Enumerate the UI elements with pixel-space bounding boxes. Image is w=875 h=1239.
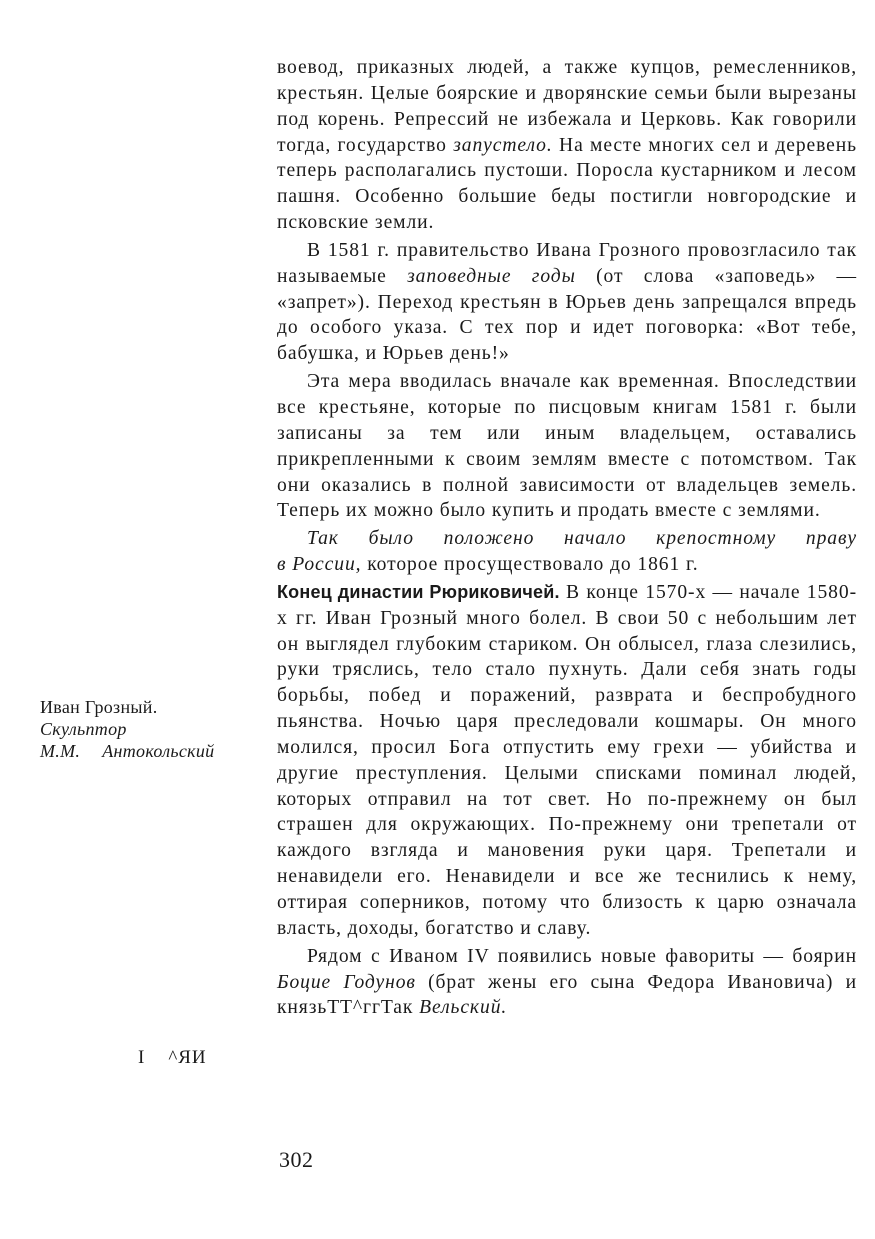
paragraph-6 — [277, 944, 857, 1022]
caption-author-surname: Антокольский — [102, 741, 215, 761]
caption-role: Скульптор — [40, 719, 127, 739]
paragraph-4-line-1: Так было положено начало крепостному праву — [307, 528, 857, 550]
paragraph-6-mid: (брат жены его сына Федора Ивановича) и князьТТ^ггТак — [277, 971, 857, 1019]
figure-caption — [40, 696, 240, 762]
section-heading: Конец династии Рюриковичей. — [277, 581, 560, 602]
paragraph-5 — [277, 580, 857, 942]
paragraph-1 — [277, 55, 857, 236]
italic-name-belsky: Вельский. — [419, 997, 508, 1019]
italic-v-rossii: в России, — [277, 554, 362, 576]
margin-ocr-artifact: I ^ЯИ — [138, 1047, 207, 1068]
caption-title: Иван Грозный. — [40, 697, 158, 717]
main-text-column — [277, 55, 857, 1021]
italic-term-zapovednye-gody: заповедные годы — [407, 265, 576, 287]
paragraph-6-text: Рядом с Иваном IV появились новые фавориты — боярин — [307, 945, 857, 967]
paragraph-3: Эта мера вводилась вначале как временная. Впоследствии все крестьяне, которые по писцовым книгам 1581 г. были записаны за тем или иным владельцем, оставались прикрепленными к своим землям вместе с потомством. Так они оказались в полной зависимости от владельцев земель. Теперь их можно было купить и продать вместе с землями. — [277, 371, 857, 522]
paragraph-5-text: В конце 1570-х — начале 1580-х гг. Иван Грозный много болел. В свои 50 с небольшим лет он выглядел глубоким стариком. Он облысел, глаза слезились, руки тряслись, тело стало пухнуть. Дали себя знать годы борьбы, побед и поражений, разврата и беспробудного пьянства. Ночью царя преследовали кошмары. Он много молился, просил Бога отпустить ему грехи — убийства и другие преступления. Целыми списками поминал людей, которых отправил на тот свет. Но по-прежнему он был страшен для окружающих. По-прежнему они трепетали от каждого взгляда и мановения руки царя. Трепетали и ненавидели его. Ненавидели и все же теснились к нему, оттирая соперников, потому что близость к царю означала власть, доходы, богатство и славу. — [277, 581, 858, 939]
italic-name-godunov: Боцие Годунов — [277, 971, 416, 993]
paragraph-2 — [277, 238, 857, 367]
caption-author — [40, 740, 240, 762]
italic-term-zapustelo: запустело. — [453, 134, 553, 156]
paragraph-4-end: которое просуществовало до 1861 г. — [361, 554, 699, 576]
paragraph-4-line-2 — [277, 552, 857, 578]
page-number: 302 — [279, 1147, 314, 1172]
paragraph-2-end: (от слова «заповедь» — «запрет»). Переход крестьян в Юрьев день запрещался впредь до особого указа. С тех пор и идет поговорка: «Вот тебе, бабушка, и Юрьев день!» — [277, 265, 857, 365]
paragraph-1-text: воевод, приказных людей, а также купцов, ремесленников, крестьян. Целые боярские и дворянские семьи были вырезаны под корень. Репрессий не избежала и Церковь. Как говорили тогда, государство — [277, 57, 857, 156]
caption-author-initials: М.М. — [40, 741, 81, 761]
paragraph-1-end: На месте многих сел и деревень теперь располагались пустоши. Поросла кустарником и лесом пашня. Особенно большие беды постигли новгородские и псковские земли. — [277, 134, 857, 234]
paragraph-2-text: В 1581 г. правительство Ивана Грозного провозгласило так называемые — [277, 239, 857, 287]
